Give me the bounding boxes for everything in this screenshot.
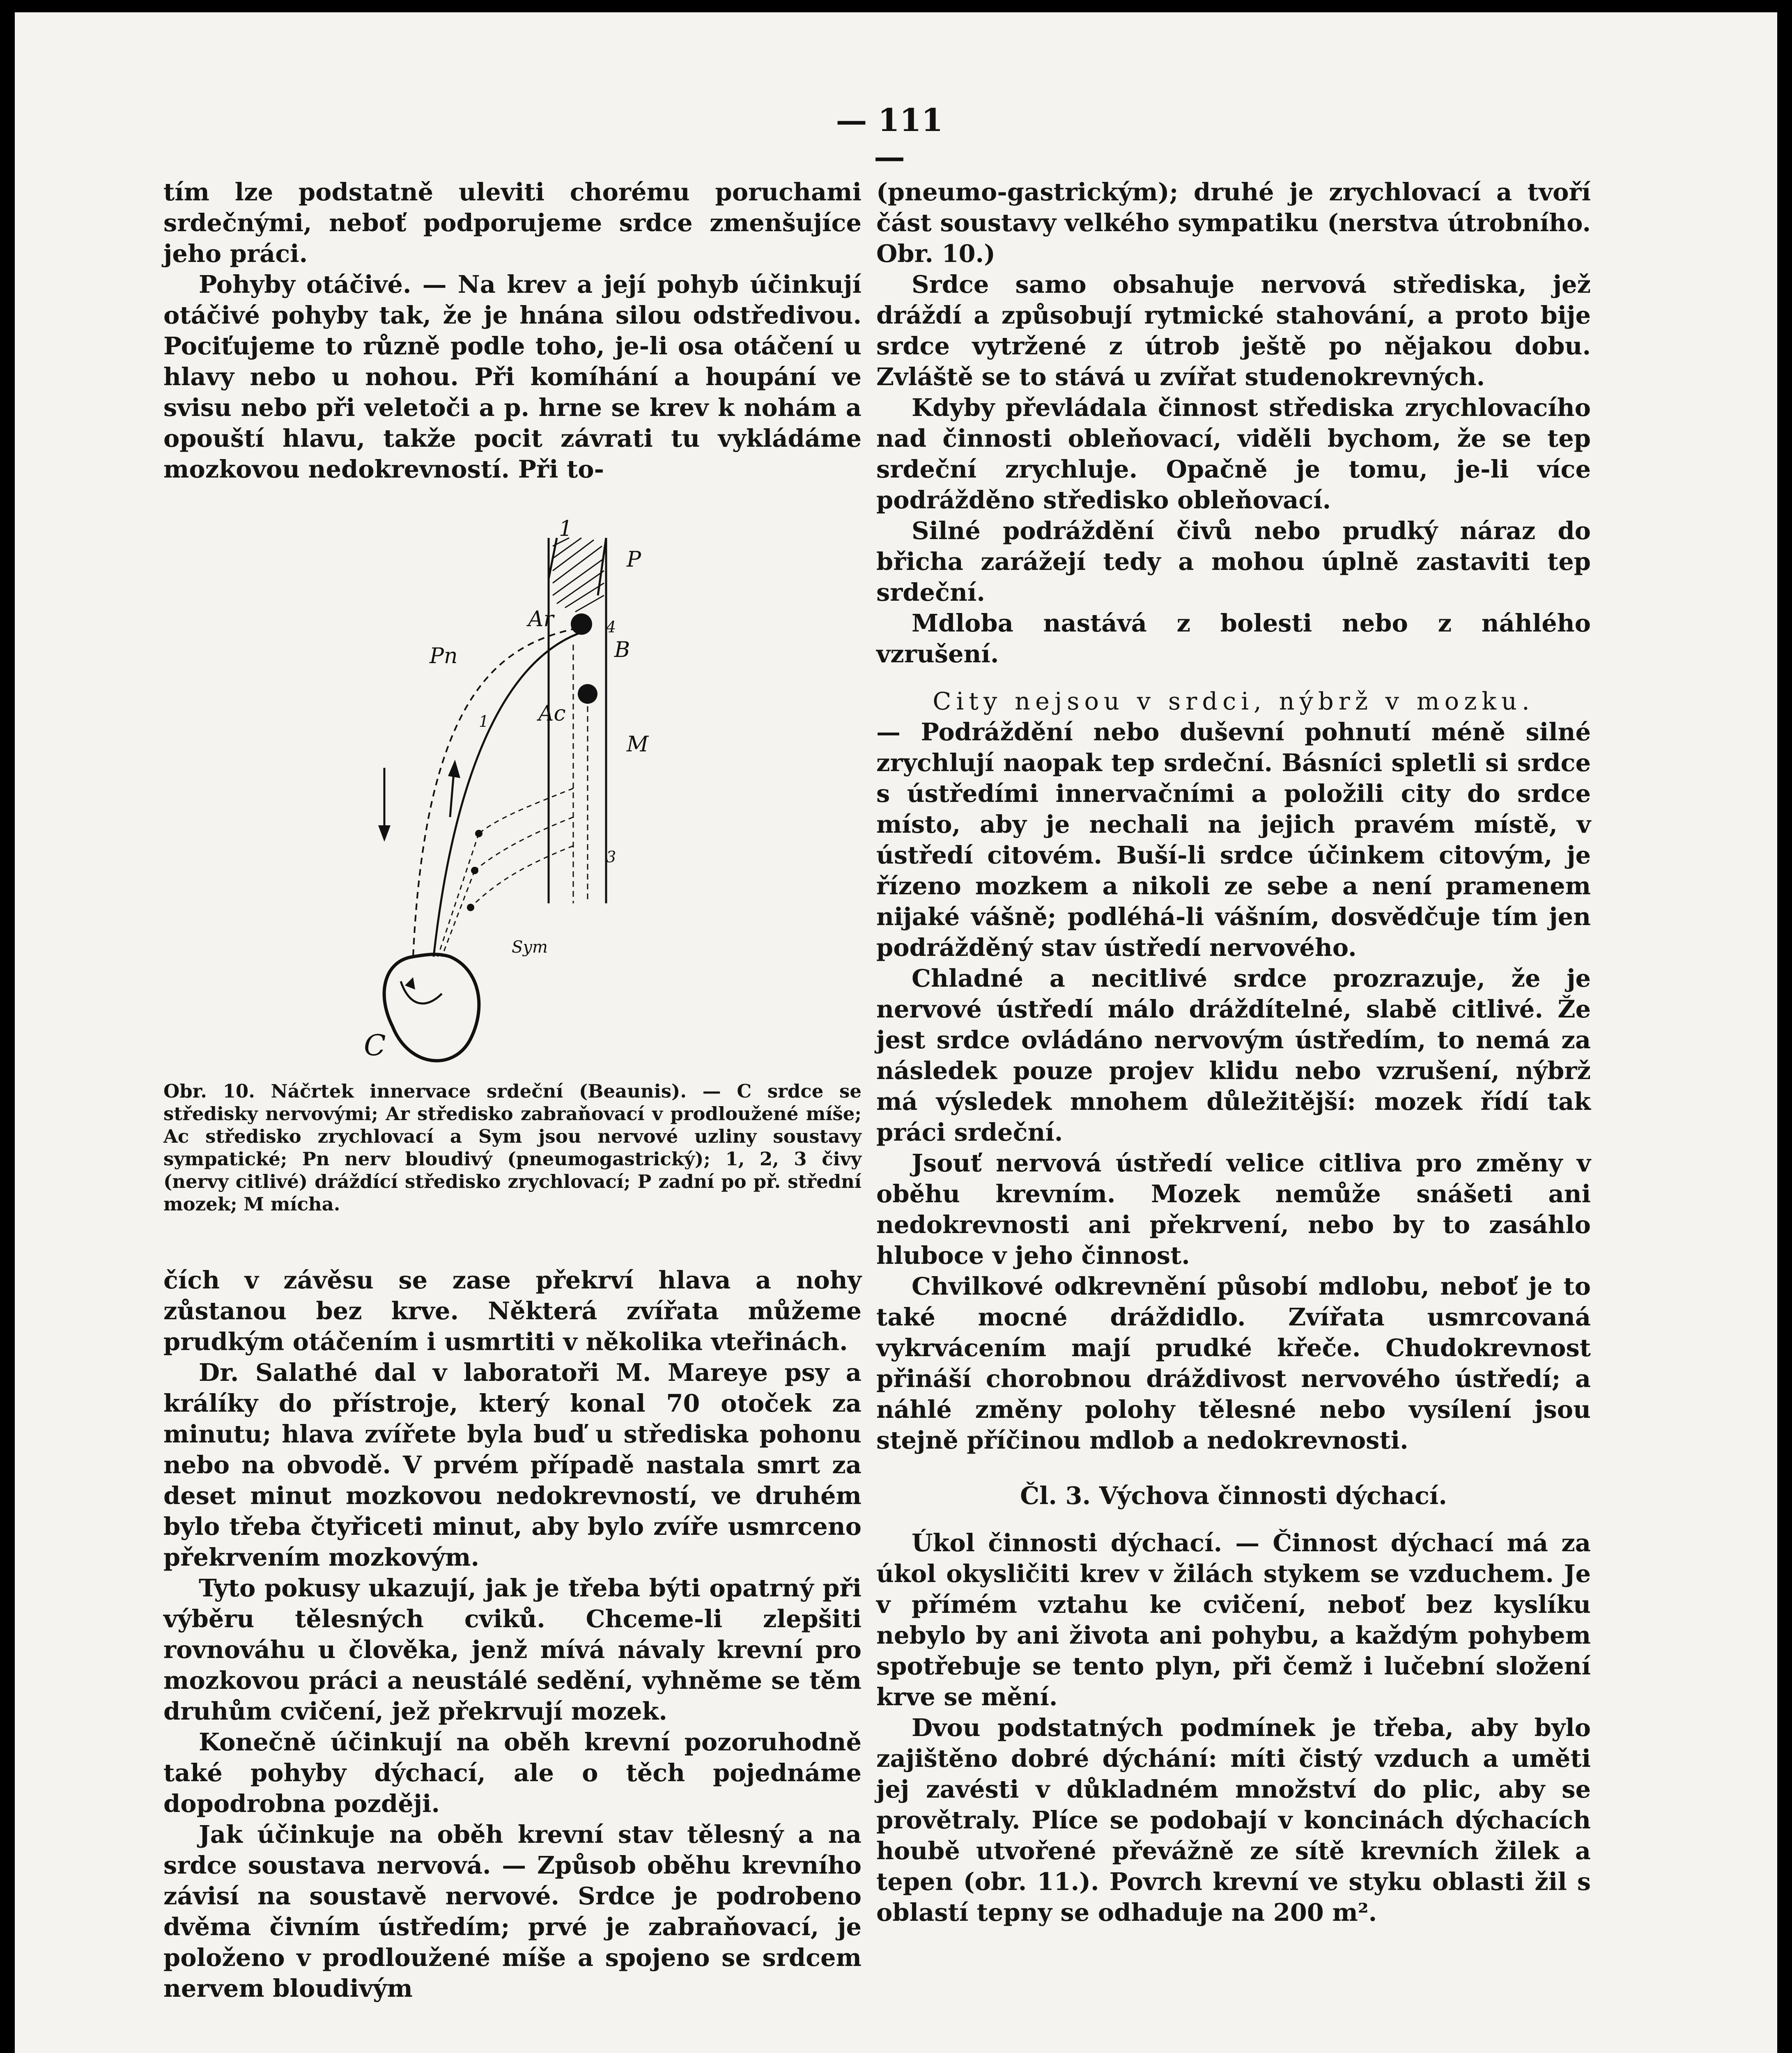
paragraph: Pohyby otáčivé. — Na krev a její pohyb účinkují otáčivé pohyby tak, že je hnána silou odstředivou. Pociťujeme to různě podle toho, je-li osa otáčení u hlavy nebo u nohou. Při komíhání a houpání ve svisu nebo při veletoči a p. hrne se krev k nohám a opouští hlavu, takže pocit závrati tu vykládáme mozkovou nedokrevností. Při to- (163, 270, 862, 483)
paragraph: Srdce samo obsahuje nervová střediska, jež dráždí a způsobují rytmické stahování, a proto bije srdce vytržené z útrob ještě po nějakou dobu. Zvláště se to stává u zvířat studenokrevných. (876, 270, 1591, 391)
innervation-diagram (364, 517, 729, 1092)
paragraph: Jsouť nervová ústředí velice citliva pro změny v oběhu krevním. Mozek nemůže snášeti ani nedokrevnosti ani překrvení, nebo by to zasáhlo hluboce v jeho činnost. (876, 1149, 1591, 1270)
paragraph: Jak účinkuje na oběh krevní stav tělesný a na srdce soustava nervová. — Způsob oběhu krevního závisí na soustavě nervové. Srdce je podrobeno dvěma čivním ústředím; prvé je zabraňovací, je položeno v prodloužené míše a spojeno se srdcem nervem bloudivým (163, 1820, 862, 2002)
label-ac: Ac (538, 701, 566, 726)
paragraph: Konečně účinkují na oběh krevní pozoruhodně také pohyby dýchací, ale o těch pojednáme dopodrobna později. (163, 1728, 862, 1818)
ganglion (475, 830, 482, 837)
label-ar: Ar (528, 607, 554, 632)
paragraph: — Podráždění nebo duševní pohnutí méně silné zrychlují naopak tep srdeční. Básníci spletli si srdce s ústředími innervačními a položili city do srdce místo, aby je nechali na jejich pravém místě, v ústředí citovém. Buší-li srdce účinkem citovým, je řízeno mozkem a nikoli ze sebe a není pramenem nijaké vášně; podléhá-li vášním, dosvědčuje tím jen podrážděný stav ústředí nervového. (876, 718, 1591, 962)
paragraph: Chladné a necitlivé srdce prozrazuje, že je nervové ústředí málo dráždítelné, slabě citlivé. Že jest srdce ovládáno nervovým ústředím, to nemá za následek pouze projev klidu nebo vzrušení, nýbrž má výsledek mnohem důležitější: mozek řídí tak práci srdeční. (876, 964, 1591, 1146)
paragraph: Chvilkové odkrevnění působí mdlobu, neboť je to také mocné dráždidlo. Zvířata usmrcovaná vykrvácením mají prudké křeče. Chudokrevnost přináší chorobnou dráždivost nervového ústředí; a náhlé změny polohy tělesné nebo vysílení jsou stejně příčinou mdlob a nedokrevnosti. (876, 1272, 1591, 1454)
ganglion (467, 904, 474, 911)
paragraph: Mdloba nastává z bolesti nebo z náhlého vzrušení. (876, 609, 1591, 668)
hatching (553, 538, 604, 612)
subheading-spaced: City nejsou v srdci, nýbrž v mozku. (933, 687, 1535, 715)
paragraph: Dr. Salathé dal v laboratoři M. Mareye psy a králíky do přístroje, který konal 70 otoček za minutu; hlava zvířete byla buď u střediska pohonu nebo na obvodě. V prvém případě nastala smrt za deset minut mozkovou nedokrevností, ve druhém bylo třeba čtyřiceti minut, aby bylo zvíře usmrceno překrvením mozkovým. (163, 1358, 862, 1571)
paragraph: Kdyby převládala činnost střediska zrychlovacího nad činnosti obleňovací, viděli bychom, že se tep srdeční zrychluje. Opačně je tomu, je-li více podrážděno středisko obleňovací. (876, 393, 1591, 514)
book-page (15, 12, 1777, 2053)
paragraph: Dvou podstatných podmínek je třeba, aby bylo zajištěno dobré dýchání: míti čistý vzduch a uměti jej zavésti v důkladném množství do plic, aby se provětraly. Plíce se podobají v koncinách dýchacích houbě utvořené převážně ze sítě krevních žilek a tepen (obr. 11.). Povrch krevní ve styku oblasti žil s oblastí tepny se odhaduje na 200 m². (876, 1713, 1591, 1927)
paragraph: (pneumo-gastrickým); druhé je zrychlovací a tvoří část soustavy velkého sympatiku (nerstva útrobního. Obr. 10.) (876, 178, 1591, 268)
section-title: Čl. 3. Výchova činnosti dýchací. (1020, 1481, 1447, 1510)
right-column (876, 177, 1591, 1928)
paragraph: Silné podráždění čivů nebo prudký náraz do břicha zarážejí tedy a mohou úplně zastaviti tep srdeční. (876, 517, 1591, 606)
label-sym: Sym (512, 938, 548, 957)
label-b: B (614, 638, 630, 662)
label-pn: Pn (430, 644, 458, 668)
center-ar (571, 613, 592, 635)
caption-text: Obr. 10. Náčrtek innervace srdeční (Beaunis). — C srdce se středisky nervovými; Ar středisko zabraňovací v prodloužené míše; Ac středisko zrychlovací a Sym jsou nervové uzliny soustavy sympatické; Pn nerv bloudivý (pneumogastrický); 1, 2, 3 čivy (nervy citlivé) dráždící středisko zrychlovací; P zadní po př. střední mozek; M mícha. (163, 1080, 862, 1215)
label-m: M (627, 732, 649, 757)
paragraph: Úkol činnosti dýchací. — Činnost dýchací má za úkol okysličiti krev v žilách stykem se vzduchem. Je v přímém vztahu ke cvičení, neboť bez kyslíku nebylo by ani života ani pohybu, a každým pohybem spotřebuje se tento plyn, při čemž i lučební složení krve se mění. (876, 1529, 1591, 1711)
nerve-accelerator (434, 632, 581, 957)
left-column-top (163, 177, 862, 485)
paragraph: tím lze podstatně uleviti chorému poruchami srdečnými, neboť podporujeme srdce zmenšujíce jeho práci. (163, 178, 862, 268)
center-ac (578, 684, 597, 704)
label-4: 4 (606, 618, 616, 636)
figure-caption (163, 1080, 862, 1215)
page-number: — 111 — (836, 102, 943, 175)
nerve-pn (413, 628, 577, 957)
label-1b: 1 (479, 712, 489, 730)
paragraph: čích v závěsu se zase překrví hlava a nohy zůstanou bez krve. Některá zvířata můžeme prudkým otáčením i usmrtiti v několika vteřinách. (163, 1266, 862, 1356)
label-1: 1 (559, 517, 573, 541)
label-3: 3 (606, 848, 616, 866)
heart-icon (384, 954, 479, 1061)
label-p: P (627, 547, 641, 572)
arrow-head-icon (378, 825, 391, 842)
left-column-bottom (163, 1265, 862, 2004)
label-c: C (364, 1029, 386, 1062)
arrow-head-icon (448, 760, 460, 778)
paragraph: Tyto pokusy ukazují, jak je třeba býti opatrný při výběru tělesných cviků. Chceme-li zlepšiti rovnováhu u člověka, jenž mívá návaly krevní pro mozkovou práci a neustálé sedění, vyhněme se těm druhům cvičení, jež překrvují mozek. (163, 1574, 862, 1725)
ganglion (471, 867, 478, 874)
